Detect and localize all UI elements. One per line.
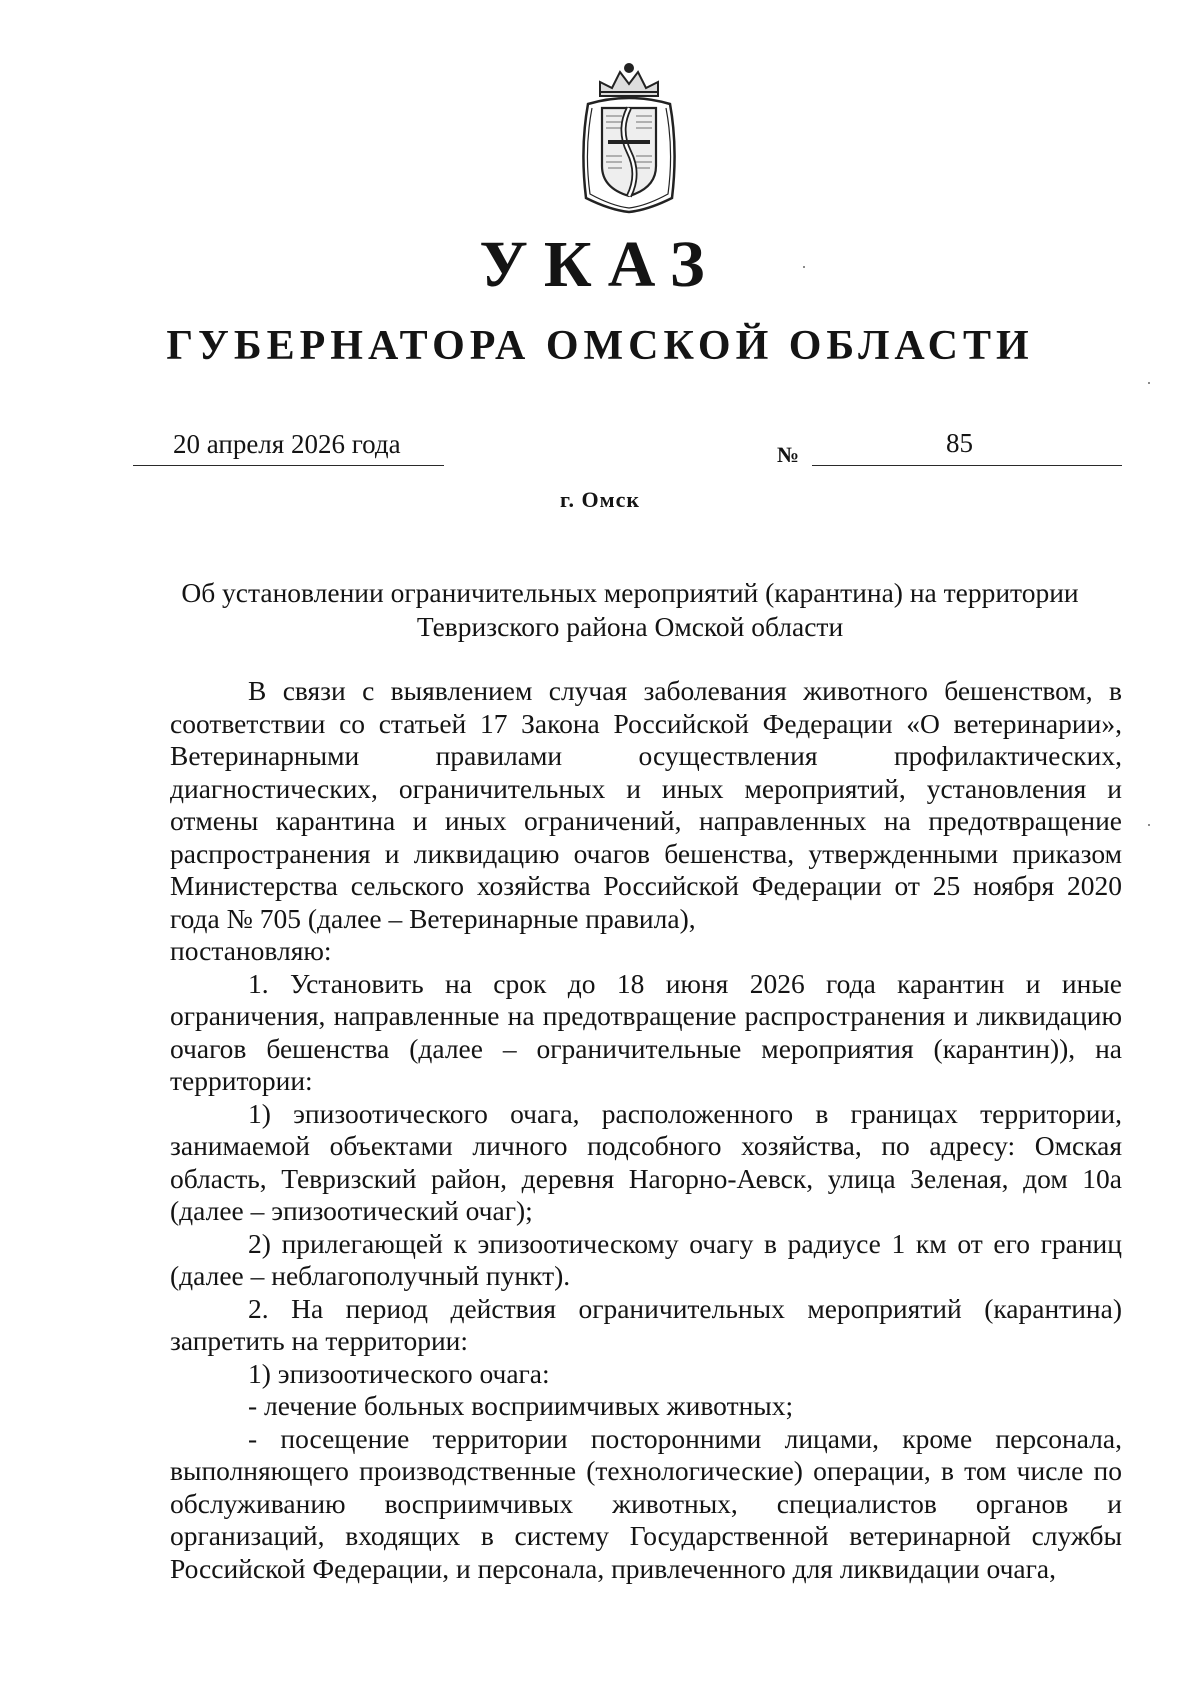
clause-1-item-2: 2) прилегающей к эпизоотическому очагу в радиусе 1 км от его границ (далее – неблагополучный пункт). bbox=[170, 1227, 1122, 1291]
coat-of-arms-emblem bbox=[570, 58, 688, 216]
clause-2-bullet-2: - посещение территории посторонними лицами, кроме персонала, выполняющего производственные (технологические) операции, в том числе по обслуживанию восприимчивых животных, специалистов органов и организаций, входящих в систему Государственной ветеринарной службы Российской Федерации, и персонала, привлеченного для ликвидации очага, bbox=[170, 1422, 1122, 1584]
resolution-word: постановляю: bbox=[170, 935, 332, 966]
city: г. Омск bbox=[559, 487, 641, 512]
clause-1-item-1: 1) эпизоотического очага, расположенного в границах территории, занимаемой объектами личного подсобного хозяйства, по адресу: Омская область, Тевризский район, деревня Нагорно-Аевск, улица Зеленая, дом 10а (далее – эпизоотический очаг); bbox=[170, 1097, 1122, 1226]
issuer-title: ГУБЕРНАТОРА ОМСКОЙ ОБЛАСТИ bbox=[166, 323, 1034, 369]
decree-date: 20 апреля 2026 года bbox=[173, 429, 401, 459]
document-body bbox=[170, 675, 1122, 1585]
scan-speck bbox=[1148, 824, 1150, 826]
clause-2-item-1: 1) эпизоотического очага: bbox=[248, 1357, 550, 1389]
clause-1: 1. Установить на срок до 18 июня 2026 года карантин и иные ограничения, направленные на предотвращение распространения и ликвидацию очагов бешенства (далее – ограничительные мероприятия (карантин)), на территории: bbox=[170, 967, 1122, 1096]
number-label: № bbox=[777, 442, 800, 467]
date-underline bbox=[133, 465, 444, 466]
number-underline bbox=[812, 465, 1122, 466]
scan-speck bbox=[1148, 382, 1150, 384]
clause-2-bullet-1: - лечение больных восприимчивых животных; bbox=[248, 1390, 794, 1421]
document-heading: Об установлении ограничительных мероприятий (карантина) на территории Тевризского района Омской области bbox=[181, 577, 1079, 642]
scan-speck bbox=[803, 266, 805, 268]
preamble-paragraph: В связи с выявлением случая заболевания животного бешенством, в соответствии со статьей 17 Закона Российской Федерации «О ветеринарии», Ветеринарными правилами осуществления профилактических, диагностических, ограничительных и иных мероприятий, установления и отмены карантина и иных ограничений, направленных на предотвращение распространения и ликвидацию очагов бешенства, утвержденными приказом Министерства сельского хозяйства Российской Федерации от 25 ноября 2020 года № 705 (далее – Ветеринарные правила), bbox=[170, 675, 1122, 934]
decree-title: УКАЗ bbox=[479, 228, 721, 301]
clause-2: 2. На период действия ограничительных мероприятий (карантина) запретить на территории: bbox=[170, 1292, 1122, 1356]
decree-number: 85 bbox=[946, 428, 973, 458]
